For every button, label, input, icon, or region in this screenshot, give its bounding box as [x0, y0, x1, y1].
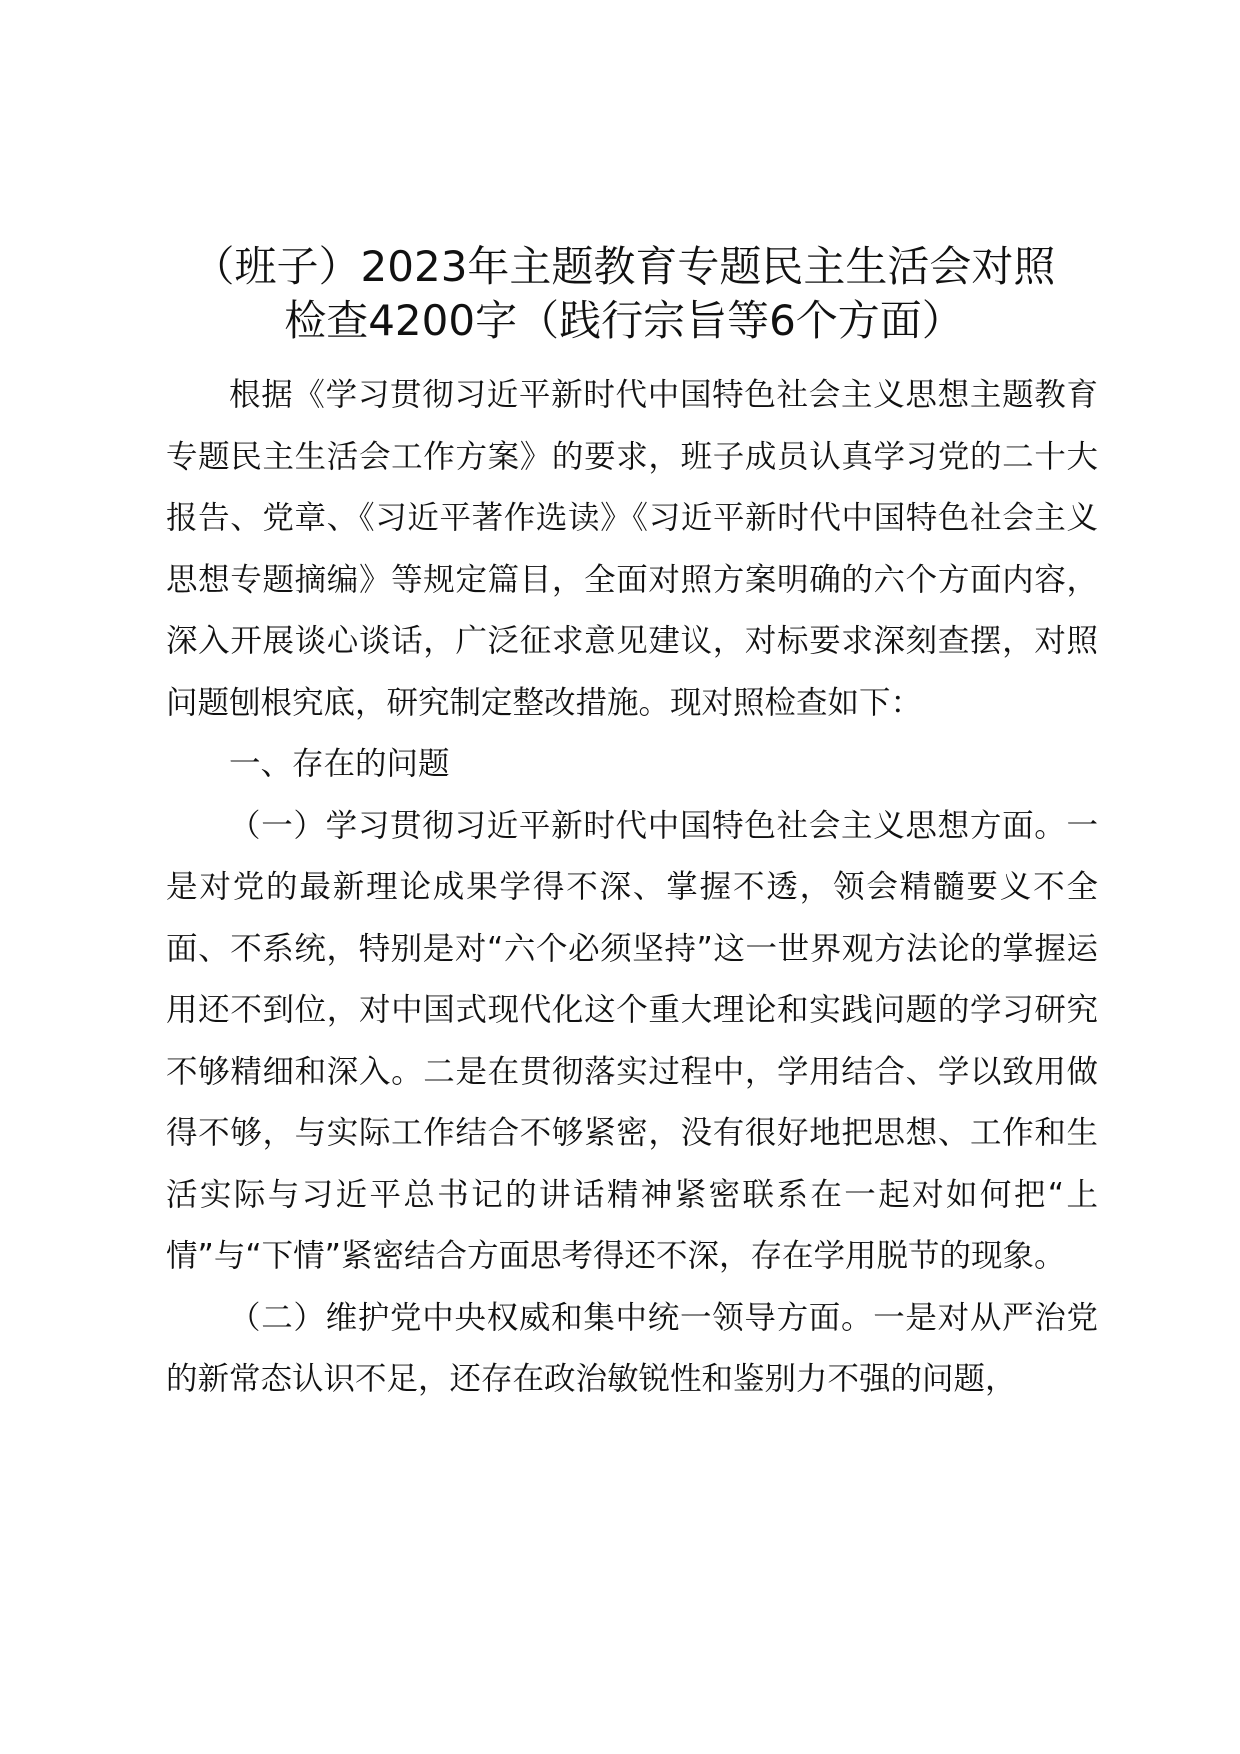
subsection-paragraph-1: （一）学习贯彻习近平新时代中国特色社会主义思想方面。一是对党的最新理论成果学得不深、掌握不透，领会精髓要义不全面、不系统，特别是对“六个必须坚持”这一世界观方法论的掌握运用还不到位，对中国式现代化这个重大理论和实践问题的学习研究不够精细和深入。二是在贯彻落实过程中，学用结合、学以致用做得不够，与实际工作结合不够紧密，没有很好地把思想、工作和生活实际与习近平总书记的讲话精神紧密联系在一起对如何把“上情”与“下情”紧密结合方面思考得还不深，存在学用脱节的现象。 [166, 807, 1098, 1274]
title-line-2: 检查4200字（践行宗旨等6个方面） [284, 296, 964, 345]
subsection-paragraph-2: （二）维护党中央权威和集中统一领导方面。一是对从严治党的新常态认识不足，还存在政治敏锐性和鉴别力不强的问题， [166, 1299, 1098, 1397]
intro-paragraph: 根据《学习贯彻习近平新时代中国特色社会主义思想主题教育专题民主生活会工作方案》的要求，班子成员认真学习党的二十大报告、党章、《习近平著作选读》《习近平新时代中国特色社会主义思想专题摘编》等规定篇目，全面对照方案明确的六个方面内容，深入开展谈心谈话，广泛征求意见建议，对标要求深刻查摆，对照问题刨根究底，研究制定整改措施。现对照检查如下： [166, 377, 1098, 721]
document-title [150, 240, 1098, 348]
section-heading: 一、存在的问题 [229, 746, 450, 782]
document-body [166, 365, 1098, 1411]
title-line-1: （班子）2023年主题教育专题民主生活会对照 [192, 242, 1056, 291]
